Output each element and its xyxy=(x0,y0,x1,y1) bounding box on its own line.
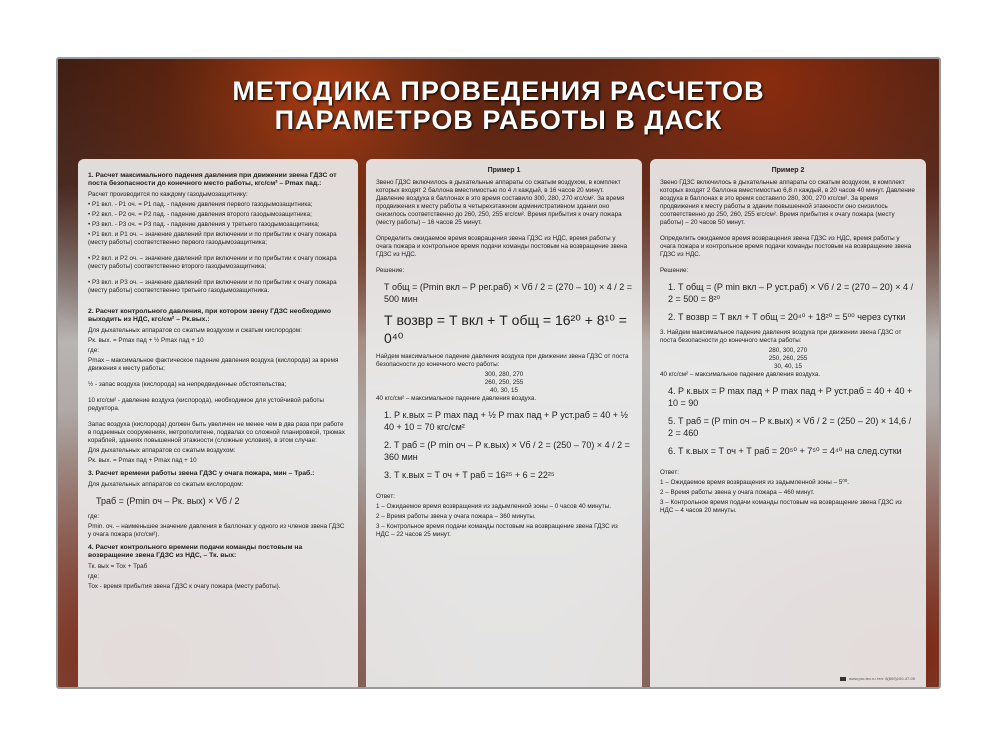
answer-label: Ответ: xyxy=(660,469,679,476)
drop-row: 30, 40, 15 xyxy=(773,363,802,370)
s2-line: Для дыхательных аппаратов со сжатым воздухом: xyxy=(88,447,236,454)
drop-row: 40, 30, 15 xyxy=(489,387,518,394)
s3-line: Для дыхательных аппаратов со сжатым кислородом: xyxy=(88,481,244,488)
find-drop-text: Найдем максимальное падение давления воздуха при движении звена ГДЗС от поста безопасности до конечного место работы: xyxy=(376,353,629,368)
title-line-2: ПАРАМЕТРОВ РАБОТЫ В ДАСК xyxy=(274,105,723,135)
logo-mark-icon xyxy=(840,677,846,681)
answer-line: 1 – Ожидаемое время возвращения из задымленной зоны – 5⁰⁰. xyxy=(660,479,850,486)
s2-line: Запас воздуха (кислорода) должен быть увеличен не менее чем в два раза при работе в подземных сооружениях, метрополитене, подвалах со сложной планировкой, трюмах кораблей, зданиях повышенной этажности (сложные условия), в этом случае: xyxy=(88,421,345,444)
s1-line: • P2 вкл. и P2 оч. – значение давлений при включении и по прибытии к очагу пожара (месту работы) соответственно второго газодымозащитника; xyxy=(88,255,337,270)
section-4-heading: 4. Расчет контрольного времени подачи команды постовым на возвращение звена ГДЗС из НДС, – Тк. вых: xyxy=(88,544,303,559)
section-2-heading: 2. Расчет контрольного давления, при котором звену ГДЗС необходимо выходить из НДС, кгс/см² – Рк.вых.: xyxy=(88,308,332,323)
example-1-panel xyxy=(366,159,642,689)
drop-note: 40 кгс/см² – максимальное падение давления воздуха. xyxy=(660,371,821,378)
solution-label: Решение: xyxy=(660,267,689,274)
answer-line: 2 – Время работы звена у очага пожара – 460 минут. xyxy=(660,489,815,496)
formula-control-pressure: 1. Р к.вых = Р max пад + ½ Р max пад + Р уст.раб = 40 + ½ 40 + 10 = 70 кгс/см² xyxy=(384,410,628,432)
section-3-heading: 3. Расчет времени работы звена ГДЗС у очага пожара, мин – Траб.: xyxy=(88,470,315,477)
work-time-formula: Траб = (Рmin оч – Рк. вых) × Vб / 2 xyxy=(96,496,240,506)
s2-line: где: xyxy=(88,347,99,354)
answer-line: 3 – Контрольное время подачи команды постовым на возвращение звена ГДЗС из НДС – 4 часов 20 минуты. xyxy=(660,499,902,514)
s3-after-line: Pmin. оч. – наименьшее значение давления в баллонах у одного из членов звена ГДЗС у очага пожара (кгс/см²). xyxy=(88,523,345,538)
drop-row: 250, 260, 255 xyxy=(768,355,808,362)
answer-label: Ответ: xyxy=(376,493,395,500)
s2-line: 10 кгс/см² - давление воздуха (кислорода), необходимое для устойчивой работы редуктора. xyxy=(88,397,324,412)
s1-line: • P3 вкл. - P3 оч. = P3 пад. - падение давления у третьего газодымозащитника; xyxy=(88,221,320,228)
example-task: Определить ожидаемое время возвращения звена ГДЗС из НДС, время работы у очага пожара и контрольное время подачи команды постовым на возвращение звена ГДЗС из НДС. xyxy=(660,235,912,258)
s1-line: • P1 вкл. - P1 оч. = P1 пад. - падение давления первого газодымозащитника; xyxy=(88,201,313,208)
methodology-panel xyxy=(78,159,358,689)
drop-row: 300, 280, 270 xyxy=(484,371,524,378)
answer-line: 2 – Время работы звена у очага пожара – 360 минуты. xyxy=(376,513,536,520)
s2-line: Рк. вых. = Рmax пад + Рmax пад + 10 xyxy=(88,457,197,464)
example-2-panel xyxy=(650,159,926,689)
s4-line: где: xyxy=(88,573,99,580)
s2-line: ½ - запас воздуха (кислорода) на непредвиденные обстоятельства; xyxy=(88,381,287,388)
s1-line: • P3 вкл. и P3 оч. – значение давлений при включении и по прибытии к очагу пожара (месту работы) соответственно третьего газодымозащитника. xyxy=(88,279,337,294)
publisher-footer xyxy=(840,676,915,681)
drop-row: 280, 300, 270 xyxy=(768,347,808,354)
s4-line: Тк. вых = Тох + Траб xyxy=(88,563,148,570)
formula-control-time: 6. Т к.вых = Т оч + Т раб = 20⁵⁰ + 7⁵⁰ = 4⁴⁰ на след.сутки xyxy=(668,446,902,456)
s1-line: • P2 вкл. - P2 оч. = P2 пад. - падение давления второго газодымозащитника; xyxy=(88,211,312,218)
answer-line: 1 – Ожидаемое время возвращения из задымленной зоны – 0 часов 40 минуты. xyxy=(376,503,611,510)
formula-control-time: 3. Т к.вых = Т оч + Т раб = 16²⁵ + 6 = 22²⁵ xyxy=(384,470,555,480)
formula-work-time: 5. Т раб = (Р min оч – Р к.вых) × Vб / 2 = (250 – 20) × 14,6 / 2 = 460 xyxy=(668,416,912,438)
solution-label: Решение: xyxy=(376,267,405,274)
pressure-drops xyxy=(660,347,916,371)
poster-frame xyxy=(56,57,941,689)
s1-line: • P1 вкл. и P1 оч. – значение давлений при включении и по прибытии к очагу пожара (месту работы) соответственно первого газодымозащитника; xyxy=(88,231,337,246)
example-1-title: Пример 1 xyxy=(487,167,521,174)
s4-line: Тох - время прибытия звена ГДЗС к очагу пожара (месту работы). xyxy=(88,583,281,590)
drop-note: 40 кгс/см² – максимальное падение давления воздуха. xyxy=(376,395,537,402)
poster-title xyxy=(58,77,939,135)
s2-line: Рк. вых. = Рmax пад + ½ Рmax пад + 10 xyxy=(88,337,204,344)
s3-after-line: где: xyxy=(88,513,99,520)
formula-control-pressure: 4. Р к.вых = Р max пад + Р max пад + Р уст.раб = 40 + 40 + 10 = 90 xyxy=(668,386,913,408)
example-intro: Звено ГДЗС включилось в дыхательные аппараты со сжатым воздухом, в комплект которых входят 2 баллона вместимостью 6,8 л каждый, в 20 часов 40 минут. Давление воздуха в баллонах в это время составило 280, 300, 270 кгс/см². За время продвижения к месту работы в здании повышенной этажности оно снизилось соответственно до 250, 260, 255 кгс/см². Время прибытия к очагу пожара (месту работы) – 20 часов 50 минут. xyxy=(660,179,915,226)
example-2-title: Пример 2 xyxy=(771,167,805,174)
s2-line: Для дыхательных аппаратов со сжатым воздухом и сжатым кислородом: xyxy=(88,327,302,334)
answer-line: 3 – Контрольное время подачи команды постовым на возвращение звена ГДЗС из НДС – 22 часов 25 минут. xyxy=(376,523,618,538)
formula-work-time: 2. Т раб = (Р min оч – Р к.вых) × Vб / 2 = (250 – 70) × 4 / 2 = 360 мин xyxy=(384,440,630,462)
find-drop-text: 3. Найдем максимальное падение давления воздуха при движении звена ГДЗС от поста безопасности до конечного места работы: xyxy=(660,329,902,344)
title-line-1: МЕТОДИКА ПРОВЕДЕНИЯ РАСЧЕТОВ xyxy=(232,76,765,106)
formula-return-time: Т возвр = Т вкл + Т общ = 16²⁰ + 8¹⁰ = 0⁴⁰ xyxy=(384,312,627,346)
pressure-drops xyxy=(376,371,632,395)
section-1-heading: 1. Расчет максимального падения давления при движении звена ГДЗС от поста безопасности до конечного место работы, кгс/см² – Pmax пад.: xyxy=(88,172,337,187)
formula-return-time: 2. Т возвр = Т вкл + Т общ = 20⁴⁰ + 18²⁰ = 5⁰⁰ через сутки xyxy=(668,312,906,322)
footer-text: www.pro-tec.ru тел: 8(800)100-47-05 xyxy=(848,676,915,681)
example-intro: Звено ГДЗС включилось в дыхательные аппараты со сжатым воздухом, в комплект которых входят 2 баллона вместимостью по 4 л каждый, в 16 часов 20 минут. Давление воздуха в баллонах в это время составило 300, 280, 270 кгс/см². За время продвижения к месту работы в четырехэтажном административном здании оно снизилось соответственно до 260, 250, 255 кгс/см². Время прибытия к очагу пожара (месту работы) – 16 часов 25 минут. xyxy=(376,179,625,226)
s2-line: Рmax – максимальное фактическое падение давления воздуха (кислорода) за время движения к месту работы; xyxy=(88,357,339,372)
formula-total-time: 1. Т общ = (Р min вкл – Р уст.раб) × Vб / 2 = (270 – 20) × 4 / 2 = 500 = 8²⁰ xyxy=(668,282,914,304)
example-task: Определить ожидаемое время возвращения звена ГДЗС из НДС, время работы у очага пожара и контрольное время подачи команды постовым на возвращение звена ГДЗС из НДС. xyxy=(376,235,628,258)
s1-line: Расчет производится по каждому газодымозащитнику: xyxy=(88,191,248,198)
formula-total-time: Т общ = (Рmin вкл – Р рег.раб) × Vб / 2 = (270 – 10) × 4 / 2 = 500 мин xyxy=(384,282,632,304)
drop-row: 260, 250, 255 xyxy=(484,379,524,386)
